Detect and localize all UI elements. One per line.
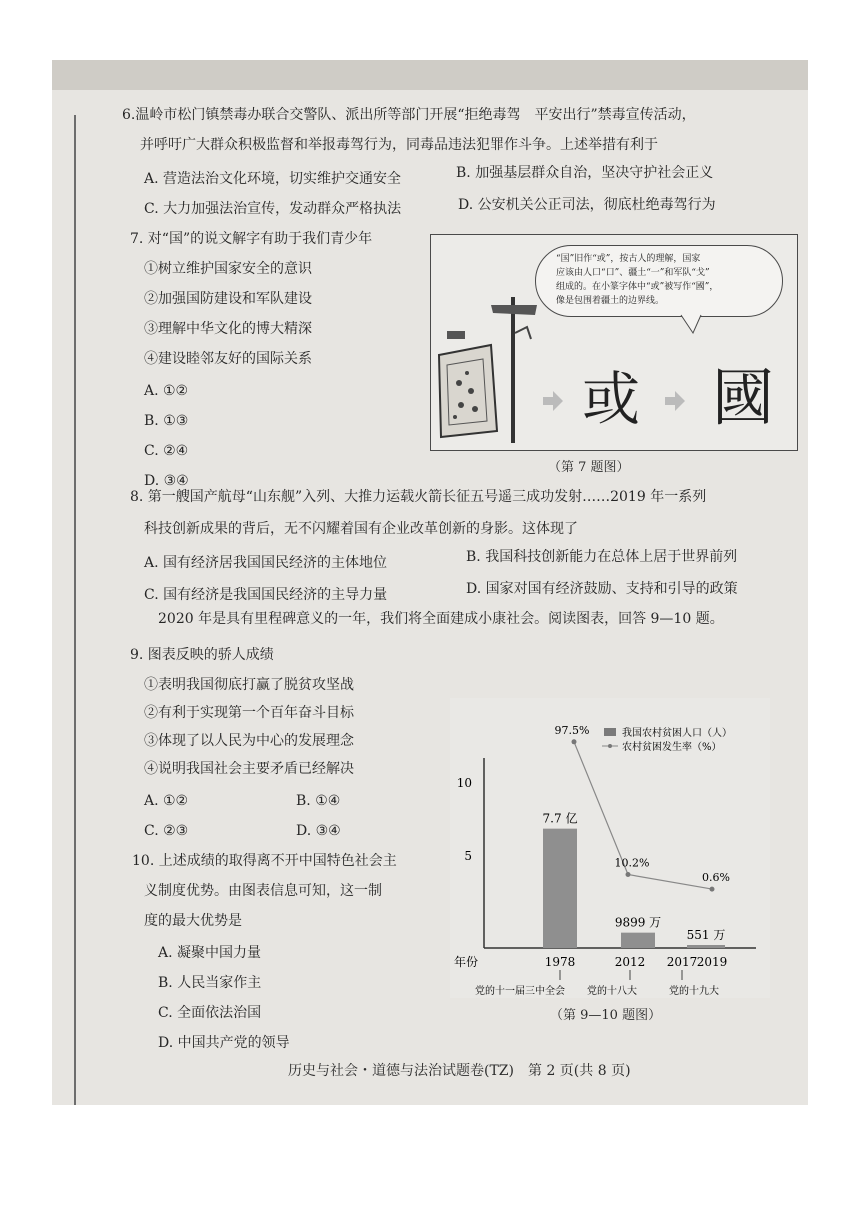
q6-stem-line1: 6.温岭市松门镇禁毒办联合交警队、派出所等部门开展“拒绝毒驾 平安出行”禁毒宣传活动，	[122, 107, 696, 123]
rate-label-2012: 10.2%	[614, 856, 650, 870]
bar-2012	[621, 933, 655, 948]
q8-option-a: A. 国有经济居我国国民经济的主体地位	[144, 555, 388, 571]
poverty-chart	[450, 698, 770, 998]
q7-illustration	[431, 235, 797, 450]
y-tick-10: 10	[456, 776, 472, 790]
q7-figure	[430, 234, 798, 451]
event-label-3: 党的十九大	[669, 986, 719, 997]
q9-option-a: A. ①②	[144, 793, 189, 809]
q6-option-d: D. 公安机关公正司法，彻底杜绝毒驾行为	[458, 197, 716, 213]
event-label-1: 党的十一届三中全会	[475, 986, 565, 997]
bubble-line-4: 像是包围着疆土的边界线。	[556, 296, 665, 306]
bubble-line-2: 应该由人口“口”、疆土“一”和军队“戈”	[556, 268, 710, 278]
q7-item-2: ②加强国防建设和军队建设	[144, 291, 312, 307]
x-axis-prefix: 年份	[454, 955, 479, 969]
x-tick-1978: 1978	[544, 955, 576, 969]
q7-option-d: D. ③④	[144, 473, 189, 489]
rate-label-2019: 0.6%	[702, 871, 730, 885]
x-tick-2012: 2012	[614, 955, 646, 969]
q7-caption: （第 7 题图）	[548, 460, 630, 475]
q6-stem-line2: 并呼吁广大群众积极监督和举报毒驾行为，同毒品违法犯罪作斗争。上述举措有利于	[140, 137, 658, 153]
event-label-2: 党的十八大	[587, 986, 637, 997]
q10-option-a: A. 凝聚中国力量	[158, 945, 262, 961]
q7-item-1: ①树立维护国家安全的意识	[144, 261, 312, 277]
q10-option-d: D. 中国共产党的领导	[158, 1035, 290, 1051]
page-footer: 历史与社会・道德与法治试题卷(TZ) 第 2 页(共 8 页)	[288, 1063, 631, 1079]
exam-page	[52, 60, 808, 1105]
bar-label-2012: 9899 万	[614, 915, 662, 930]
q7-item-3: ③理解中华文化的博大精深	[144, 321, 312, 337]
q10-stem-line2: 义制度优势。由图表信息可知，这一制	[144, 883, 382, 899]
rate-label-1978: 97.5%	[554, 723, 590, 737]
chart-caption: （第 9—10 题图）	[550, 1008, 662, 1023]
rate-point-2012	[626, 872, 631, 877]
halberd-illustration	[491, 297, 537, 443]
q9-option-b: B. ①④	[296, 793, 341, 809]
bar-label-2019: 551 万	[686, 928, 726, 942]
arrow-2	[665, 391, 685, 411]
legend-bar-swatch	[604, 728, 616, 736]
q7-stem: 7. 对“国”的说文解字有助于我们青少年	[130, 231, 373, 247]
x-tick-2019: 2019	[696, 955, 728, 969]
glyph-guo: 國	[711, 361, 775, 434]
q9-option-d: D. ③④	[296, 823, 341, 839]
bar-label-1978: 7.7 亿	[542, 811, 578, 826]
legend-bar-label: 我国农村贫困人口（人）	[622, 728, 732, 739]
q7-option-b: B. ①③	[144, 413, 189, 429]
bar-2019	[687, 945, 725, 948]
bar-1978	[543, 829, 577, 948]
margin-line	[74, 115, 76, 1105]
arrow-1	[543, 391, 563, 411]
q6-option-c: C. 大力加强法治宣传，发动群众严格执法	[144, 201, 402, 217]
bubble-line-1: “国”旧作“或”，按古人的理解，国家	[556, 254, 701, 264]
bubble-tail	[681, 315, 701, 333]
rate-point-1978	[572, 739, 577, 744]
q8-option-d: D. 国家对国有经济鼓励、支持和引导的政策	[466, 581, 738, 597]
q9-item-2: ②有利于实现第一个百年奋斗目标	[144, 705, 354, 721]
q9-stem: 9. 图表反映的骄人成绩	[130, 647, 274, 663]
q10-option-b: B. 人民当家作主	[158, 975, 262, 991]
q10-stem-line3: 度的最大优势是	[144, 913, 242, 929]
q7-option-a: A. ①②	[144, 383, 189, 399]
legend-line-label: 农村贫困发生率（%）	[622, 742, 722, 753]
q6-option-a: A. 营造法治文化环境，切实维护交通安全	[144, 171, 402, 187]
bubble-line-3: 组成的。在小篆字体中“或”被写作“國”，	[556, 282, 719, 292]
q6-option-b: B. 加强基层群众自治，坚决守护社会正义	[456, 165, 714, 181]
x-tick-2017: 2017	[666, 955, 698, 969]
rate-point-2019	[710, 887, 715, 892]
q7-item-4: ④建设睦邻友好的国际关系	[144, 351, 312, 367]
q9-option-c: C. ②③	[144, 823, 189, 839]
q8-option-b: B. 我国科技创新能力在总体上居于世界前列	[466, 549, 738, 565]
q9-item-4: ④说明我国社会主要矛盾已经解决	[144, 761, 354, 777]
scan-top-band	[52, 60, 808, 90]
q10-option-c: C. 全面依法治国	[158, 1005, 262, 1021]
chart-background	[450, 698, 770, 998]
legend-line-marker	[608, 744, 612, 748]
q9-item-3: ③体现了以人民为中心的发展理念	[144, 733, 354, 749]
y-tick-5: 5	[464, 849, 472, 863]
q9-item-1: ①表明我国彻底打赢了脱贫攻坚战	[144, 677, 354, 693]
q8-stem-line1: 8. 第一艘国产航母“山东舰”入列、大推力运载火箭长征五号遥三成功发射……2019 年一系列	[130, 489, 707, 505]
q8-option-c: C. 国有经济是我国国民经济的主导力量	[144, 587, 388, 603]
q7-option-c: C. ②④	[144, 443, 189, 459]
q10-stem-line1: 10. 上述成绩的取得离不开中国特色社会主	[132, 853, 397, 869]
glyph-huo: 或	[581, 365, 641, 433]
q9-10-intro: 2020 年是具有里程碑意义的一年，我们将全面建成小康社会。阅读图表，回答 9—10 题。	[158, 611, 724, 627]
q8-stem-line2: 科技创新成果的背后，无不闪耀着国有企业改革创新的身影。这体现了	[144, 521, 578, 537]
map-board-illustration	[439, 331, 497, 437]
